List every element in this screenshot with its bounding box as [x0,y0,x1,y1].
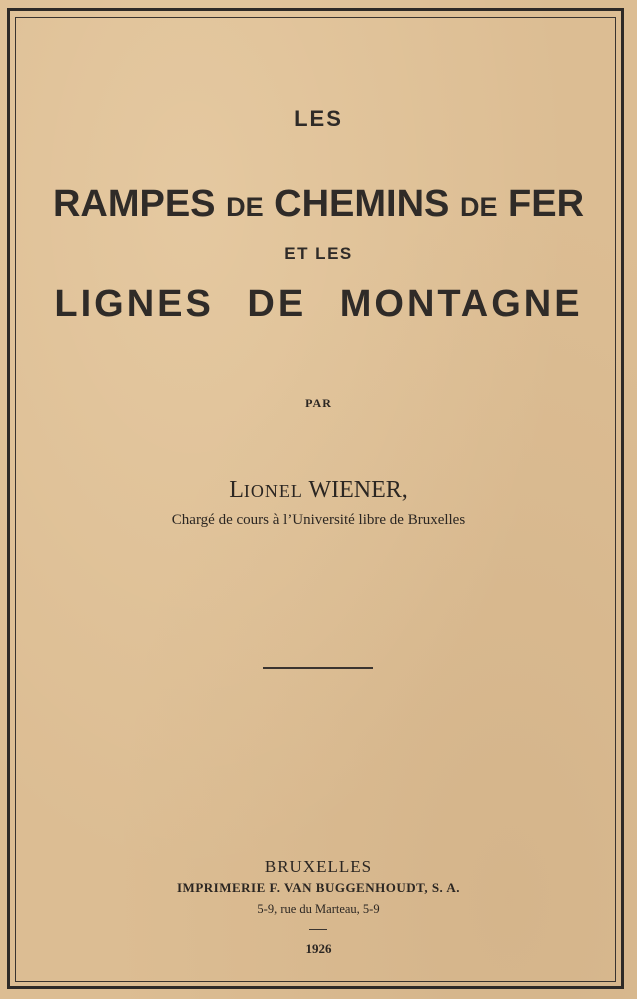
title-word-de-2: DE [459,192,498,222]
title-line-lignes: LIGNES DE MONTAGNE [54,283,583,325]
title-line-et-les: ET LES [284,244,353,263]
title-word-de-1: DE [226,192,264,222]
title-line-rampes [0,183,637,226]
title-line-les: LES [294,106,343,131]
imprint-year: 1926 [305,941,332,956]
separator-rule [263,667,373,669]
byline-par: PAR [305,396,332,410]
title-word-chemins: CHEMINS [274,183,450,225]
imprint-short-rule [309,929,327,930]
author-initial: L [229,477,244,503]
author-last-name: WIENER, [308,477,408,503]
author-first-name-rest: IONEL [243,481,303,501]
imprint-city: BRUXELLES [264,857,373,876]
author-name [0,477,637,504]
imprint-printer: IMPRIMERIE F. VAN BUGGENHOUDT, S. A. [177,880,460,895]
title-word-rampes: RAMPES [52,183,216,225]
title-word-fer: FER [508,183,585,225]
imprint-address: 5-9, rue du Marteau, 5-9 [257,902,380,916]
author-affiliation: Chargé de cours à l’Université libre de Bruxelles [171,512,466,528]
